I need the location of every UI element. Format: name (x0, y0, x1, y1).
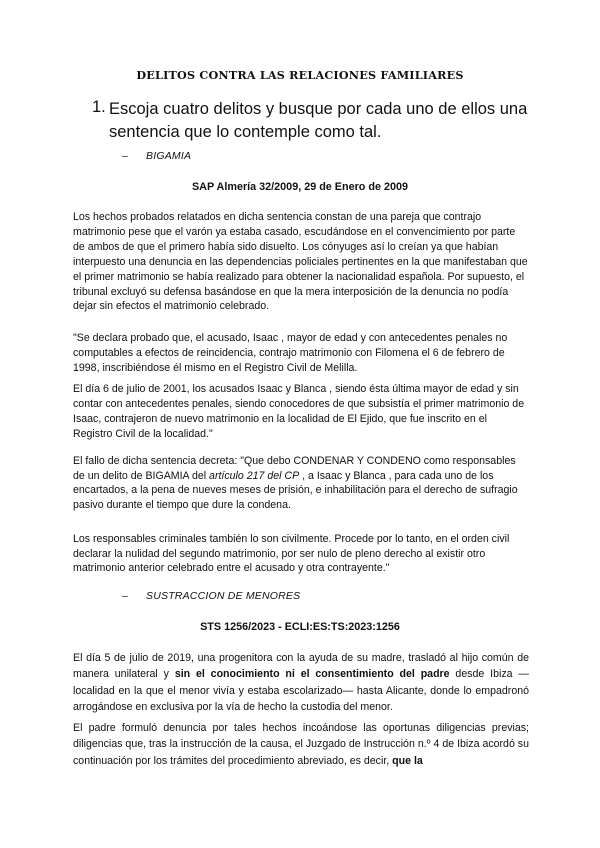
section-heading-sustraccion: SUSTRACCION DE MENORES (146, 590, 301, 602)
bullet-dash: – (122, 150, 128, 162)
complaint-text: El padre formuló denuncia por tales hechos incoándose las oportunas diligencias previas; diligencias que, tras la instrucción de la causa, el Juzgado de Instrucción n.º 4 de Ibiza acordó su continuación por los trámites del procedimiento abreviado, es decir, (73, 722, 529, 767)
sustraccion-paragraph-2 (73, 720, 529, 769)
question-text: Escoja cuatro delitos y busque por cada uno de ellos una sentencia que lo contemple como tal. (109, 100, 528, 141)
ruling-text-start: El fallo de dicha sentencia decreta: "Que debo CONDENAR Y CONDENO como responsables de un delito de BIGAMIA del (73, 455, 516, 482)
case-title-sustraccion: STS 1256/2023 - ECLI:ES:TS:2023:1256 (200, 621, 400, 633)
bigamia-ruling-paragraph (73, 454, 528, 512)
bullet-dash: – (122, 590, 128, 602)
sustraccion-paragraph-1 (73, 650, 529, 716)
facts-bold-phrase: sin el conocimiento ni el consentimiento del padre (174, 668, 450, 681)
bigamia-quote-paragraph-1: "Se declara probado que, el acusado, Isaac , mayor de edad y con antecedentes penales no computables a efectos de reincidencia, contrajo matrimonio con Filomena el 6 de febrero de 1998, inscribiéndose él mismo en el Registro Civil de Melilla. (73, 332, 508, 374)
bigamia-quote-paragraph-2: El día 6 de julio de 2001, los acusados Isaac y Blanca , siendo ésta última mayor de edad y sin contar con antecedentes penales, siendo conocedores de que subsistía el primer matrimonio de Isaac, contrajeron de nuevo matrimonio en la localidad de El Ejido, que fue inscrito en el Registro Civil de la localidad." (73, 383, 525, 440)
complaint-bold-phrase: que la (392, 754, 423, 767)
case-title-bigamia: SAP Almería 32/2009, 29 de Enero de 2009 (191, 181, 409, 193)
section-heading-bigamia: BIGAMIA (146, 150, 192, 162)
question-number: 1. (92, 98, 106, 116)
facts-text-end: desde Ibiza —localidad en la que el menor vivía y estaba escolarizado— hasta Alicante, donde lo empadronó arrogándose en exclusiva por la vía de hecho la custodia del menor. (73, 668, 529, 714)
bigamia-civil-paragraph: Los responsables criminales también lo son civilmente. Procede por lo tanto, en el orden civil declarar la nulidad del segundo matrimonio, por ser nulo de pleno derecho al existir otro matrimonio anterior celebrado entre el acusado y otra contrayente." (73, 533, 510, 575)
facts-text-start: El día 5 de julio de 2019, una progenitora con la ayuda de su madre, trasladó al hijo común de manera unilateral y (73, 652, 529, 681)
bigamia-paragraph-1: Los hechos probados relatados en dicha sentencia constan de una pareja que contrajo matrimonio pese que el varón ya estaba casado, escudándose en el convencimiento por parte de ambos de que el primero había sido disuelto. Los cónyuges así lo creían ya que habían interpuesto una denuncia en las dependencias policiales pertinentes en la que manifestaban que el primer matrimonio se había realizado para obtener la nacionalidad española. Por supuesto, el tribunal excluyó su defensa basándose en que la mera interposición de la denuncia no podía dejar sin efectos el matrimonio celebrado. (73, 211, 528, 313)
document-title: DELITOS CONTRA LAS RELACIONES FAMILIARES (136, 68, 464, 82)
ruling-text-end: , a Isaac y Blanca , para cada uno de los encartados, a la pena de nueves meses de prisión, e inhabilitación para el derecho de sufragio pasivo durante el tiempo que dure la condena. (73, 469, 518, 511)
ruling-article-reference: artículo 217 del CP (209, 469, 300, 482)
